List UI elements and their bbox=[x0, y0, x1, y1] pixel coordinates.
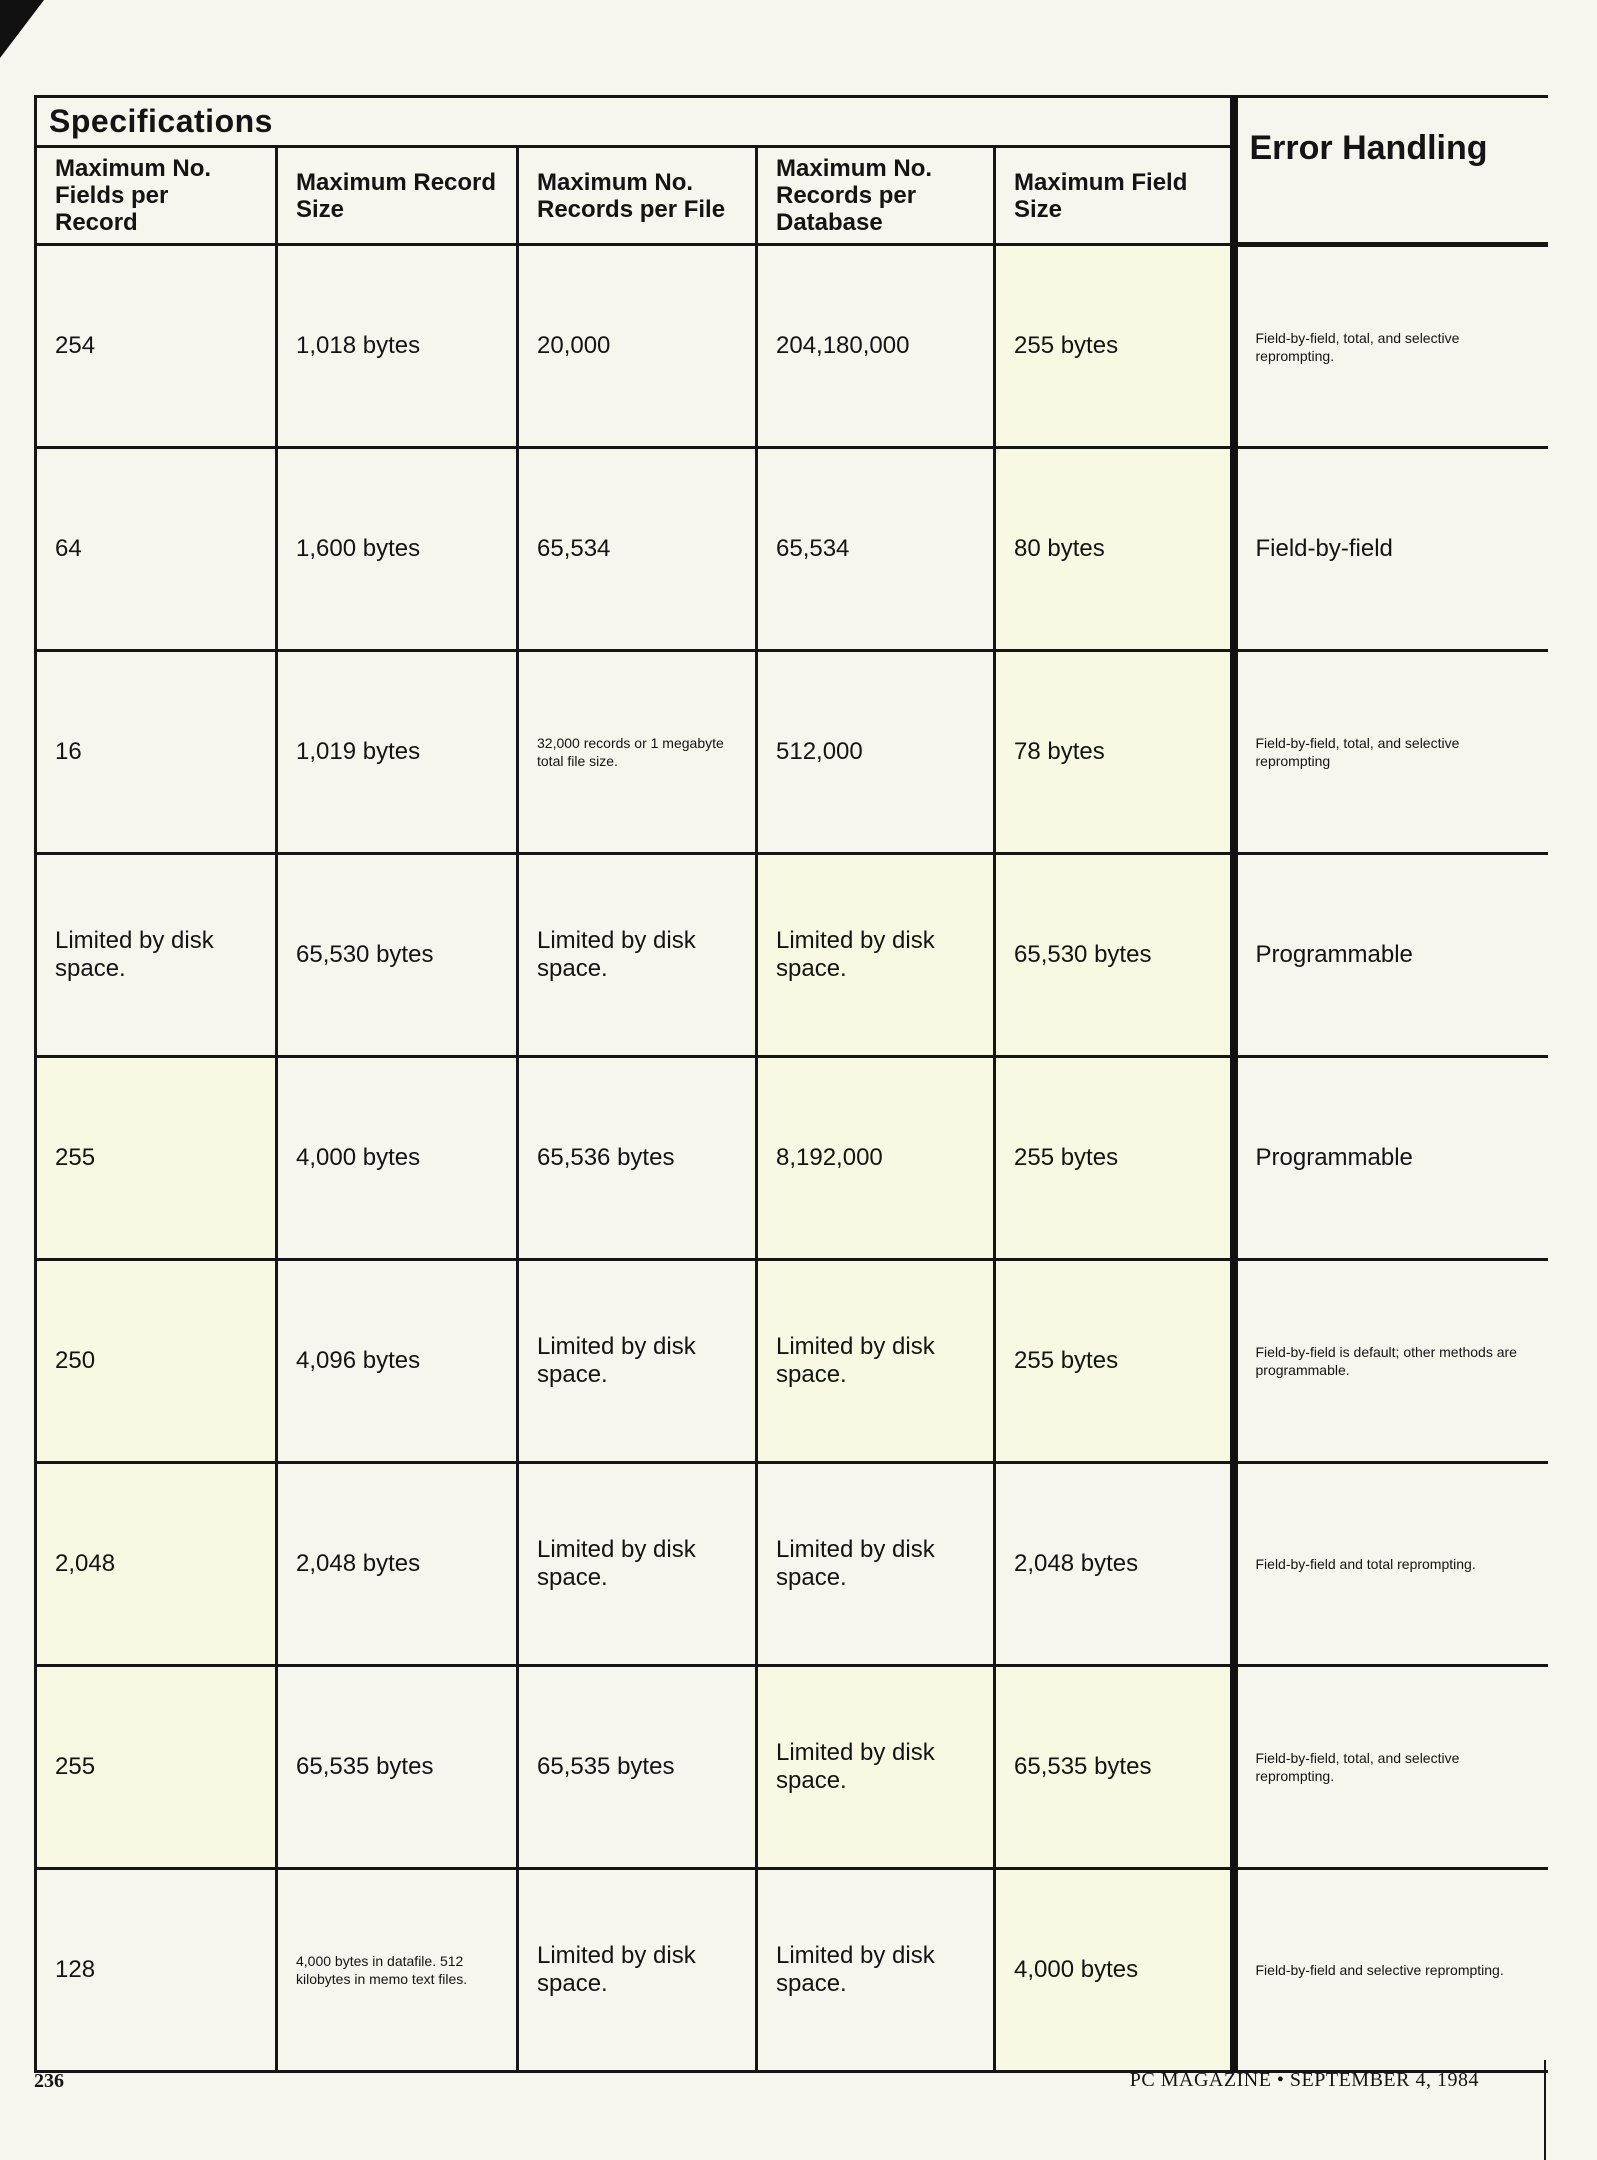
records-per-database-cell: 65,534 bbox=[757, 448, 995, 651]
specifications-table bbox=[34, 95, 1548, 2073]
record-size-cell: 65,535 bytes bbox=[277, 1666, 518, 1869]
records-per-database-cell: 512,000 bbox=[757, 651, 995, 854]
table-row bbox=[36, 651, 1548, 854]
records-per-database-cell: Limited by disk space. bbox=[757, 854, 995, 1057]
records-per-database-cell: Limited by disk space. bbox=[757, 1260, 995, 1463]
record-size-cell: 65,530 bytes bbox=[277, 854, 518, 1057]
column-header-fields-per-record: Maximum No. Fields per Record bbox=[36, 147, 277, 245]
fields-per-record-cell: 255 bbox=[36, 1666, 277, 1869]
field-size-cell: 65,535 bytes bbox=[995, 1666, 1234, 1869]
error-handling-header: Error Handling bbox=[1234, 97, 1548, 245]
field-size-cell: 4,000 bytes bbox=[995, 1869, 1234, 2072]
record-size-cell: 1,600 bytes bbox=[277, 448, 518, 651]
record-size-cell: 1,018 bytes bbox=[277, 245, 518, 448]
error-handling-cell: Field-by-field and total reprompting. bbox=[1234, 1463, 1548, 1666]
records-per-file-cell: 32,000 records or 1 megabyte total file size. bbox=[518, 651, 757, 854]
record-size-cell: 4,096 bytes bbox=[277, 1260, 518, 1463]
records-per-file-cell: 65,534 bbox=[518, 448, 757, 651]
table-row bbox=[36, 1666, 1548, 1869]
records-per-file-cell: 20,000 bbox=[518, 245, 757, 448]
record-size-cell: 4,000 bytes bbox=[277, 1057, 518, 1260]
records-per-database-cell: 8,192,000 bbox=[757, 1057, 995, 1260]
table-row bbox=[36, 245, 1548, 448]
table-body bbox=[36, 97, 1548, 2072]
column-header-records-per-database: Maximum No. Records per Database bbox=[757, 147, 995, 245]
records-per-database-cell: Limited by disk space. bbox=[757, 1463, 995, 1666]
field-size-cell: 80 bytes bbox=[995, 448, 1234, 651]
records-per-database-cell: Limited by disk space. bbox=[757, 1666, 995, 1869]
error-handling-cell: Field-by-field, total, and selective reprompting. bbox=[1234, 1666, 1548, 1869]
field-size-cell: 255 bytes bbox=[995, 1057, 1234, 1260]
corner-registration-mark bbox=[0, 0, 44, 58]
table-row bbox=[36, 854, 1548, 1057]
fields-per-record-cell: 2,048 bbox=[36, 1463, 277, 1666]
fields-per-record-cell: 254 bbox=[36, 245, 277, 448]
table-row bbox=[36, 1869, 1548, 2072]
field-size-cell: 255 bytes bbox=[995, 1260, 1234, 1463]
error-handling-cell: Field-by-field bbox=[1234, 448, 1548, 651]
fields-per-record-cell: 16 bbox=[36, 651, 277, 854]
fields-per-record-cell: 250 bbox=[36, 1260, 277, 1463]
error-handling-cell: Field-by-field is default; other methods are programmable. bbox=[1234, 1260, 1548, 1463]
error-handling-cell: Programmable bbox=[1234, 1057, 1548, 1260]
error-handling-cell: Field-by-field and selective reprompting. bbox=[1234, 1869, 1548, 2072]
error-handling-cell: Field-by-field, total, and selective reprompting. bbox=[1234, 245, 1548, 448]
records-per-file-cell: Limited by disk space. bbox=[518, 854, 757, 1057]
column-header-records-per-file: Maximum No. Records per File bbox=[518, 147, 757, 245]
table-row bbox=[36, 1463, 1548, 1666]
records-per-database-cell: Limited by disk space. bbox=[757, 1869, 995, 2072]
fields-per-record-cell: Limited by disk space. bbox=[36, 854, 277, 1057]
page-edge-rule bbox=[1544, 2060, 1546, 2160]
section-title: Specifications bbox=[36, 97, 1234, 147]
records-per-file-cell: Limited by disk space. bbox=[518, 1260, 757, 1463]
magazine-footer: PC MAGAZINE • SEPTEMBER 4, 1984 bbox=[1129, 2069, 1479, 2091]
field-size-cell: 2,048 bytes bbox=[995, 1463, 1234, 1666]
table-row bbox=[36, 1057, 1548, 1260]
table-row bbox=[36, 1260, 1548, 1463]
column-header-field-size: Maximum Field Size bbox=[995, 147, 1234, 245]
specifications-table-container bbox=[34, 95, 1546, 2066]
fields-per-record-cell: 255 bbox=[36, 1057, 277, 1260]
field-size-cell: 65,530 bytes bbox=[995, 854, 1234, 1057]
field-size-cell: 255 bytes bbox=[995, 245, 1234, 448]
records-per-file-cell: 65,535 bytes bbox=[518, 1666, 757, 1869]
fields-per-record-cell: 128 bbox=[36, 1869, 277, 2072]
record-size-cell: 2,048 bytes bbox=[277, 1463, 518, 1666]
records-per-file-cell: Limited by disk space. bbox=[518, 1463, 757, 1666]
records-per-file-cell: Limited by disk space. bbox=[518, 1869, 757, 2072]
fields-per-record-cell: 64 bbox=[36, 448, 277, 651]
column-header-record-size: Maximum Record Size bbox=[277, 147, 518, 245]
field-size-cell: 78 bytes bbox=[995, 651, 1234, 854]
records-per-database-cell: 204,180,000 bbox=[757, 245, 995, 448]
table-row bbox=[36, 448, 1548, 651]
error-handling-cell: Programmable bbox=[1234, 854, 1548, 1057]
record-size-cell: 4,000 bytes in datafile. 512 kilobytes in memo text files. bbox=[277, 1869, 518, 2072]
records-per-file-cell: 65,536 bytes bbox=[518, 1057, 757, 1260]
record-size-cell: 1,019 bytes bbox=[277, 651, 518, 854]
section-title-row bbox=[36, 97, 1548, 147]
page-number: 236 bbox=[34, 2070, 64, 2092]
error-handling-cell: Field-by-field, total, and selective reprompting bbox=[1234, 651, 1548, 854]
